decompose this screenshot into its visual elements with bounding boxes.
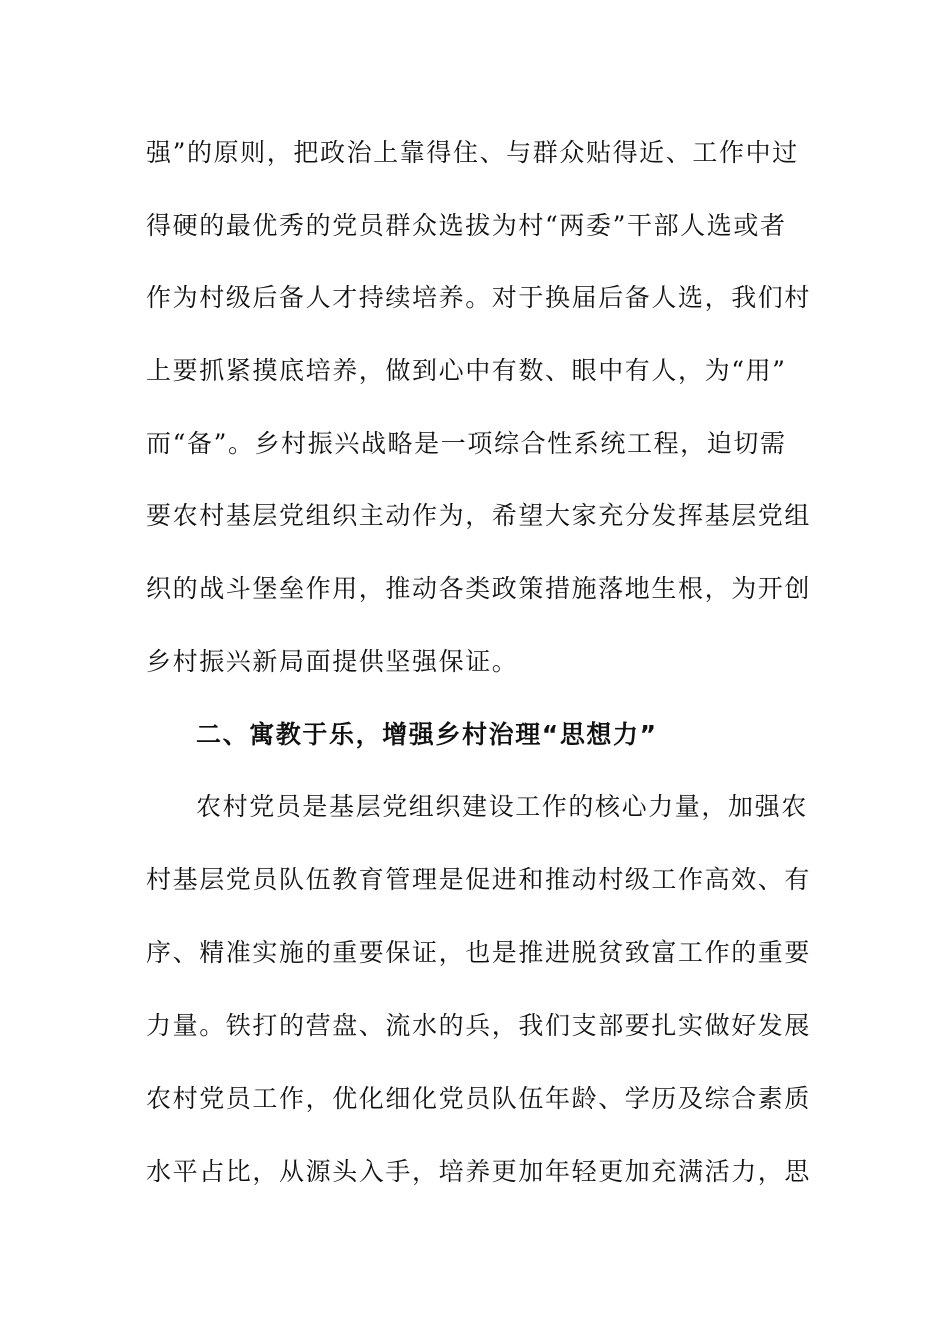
paragraph-line: 而“备”。乡村振兴战略是一项综合性系统工程，迫切需: [146, 429, 787, 458]
paragraph-line: 力量。铁打的营盘、流水的兵，我们支部要扎实做好发展: [146, 1011, 812, 1040]
paragraph-line: 织的战斗堡垒作用，推动各类政策措施落地生根，为开创: [146, 574, 812, 603]
paragraph-line: 上要抓紧摸底培养，做到心中有数、眼中有人，为“用”: [146, 356, 787, 385]
paragraph-line: 村基层党员队伍教育管理是促进和推动村级工作高效、有: [146, 865, 812, 894]
paragraph-line: 作为村级后备人才持续培养。对于换届后备人选，我们村: [146, 283, 812, 312]
section-heading: 二、寓教于乐，增强乡村治理“思想力”: [196, 720, 658, 749]
paragraph-line: 乡村振兴新局面提供坚强保证。: [146, 647, 519, 676]
paragraph-line: 序、精准实施的重要保证，也是推进脱贫致富工作的重要: [146, 938, 812, 967]
paragraph-line: 水平占比，从源头入手，培养更加年轻更加充满活力，思: [146, 1157, 812, 1186]
paragraph-line: 农村党员工作，优化细化党员队伍年龄、学历及综合素质: [146, 1084, 812, 1113]
paragraph-line: 要农村基层党组织主动作为，希望大家充分发挥基层党组: [146, 501, 812, 530]
paragraph-line: 得硬的最优秀的党员群众选拔为村“两委”干部人选或者: [146, 211, 787, 240]
paragraph-line: 强”的原则，把政治上靠得住、与群众贴得近、工作中过: [146, 138, 799, 167]
paragraph-line: 农村党员是基层党组织建设工作的核心力量，加强农: [196, 792, 808, 821]
